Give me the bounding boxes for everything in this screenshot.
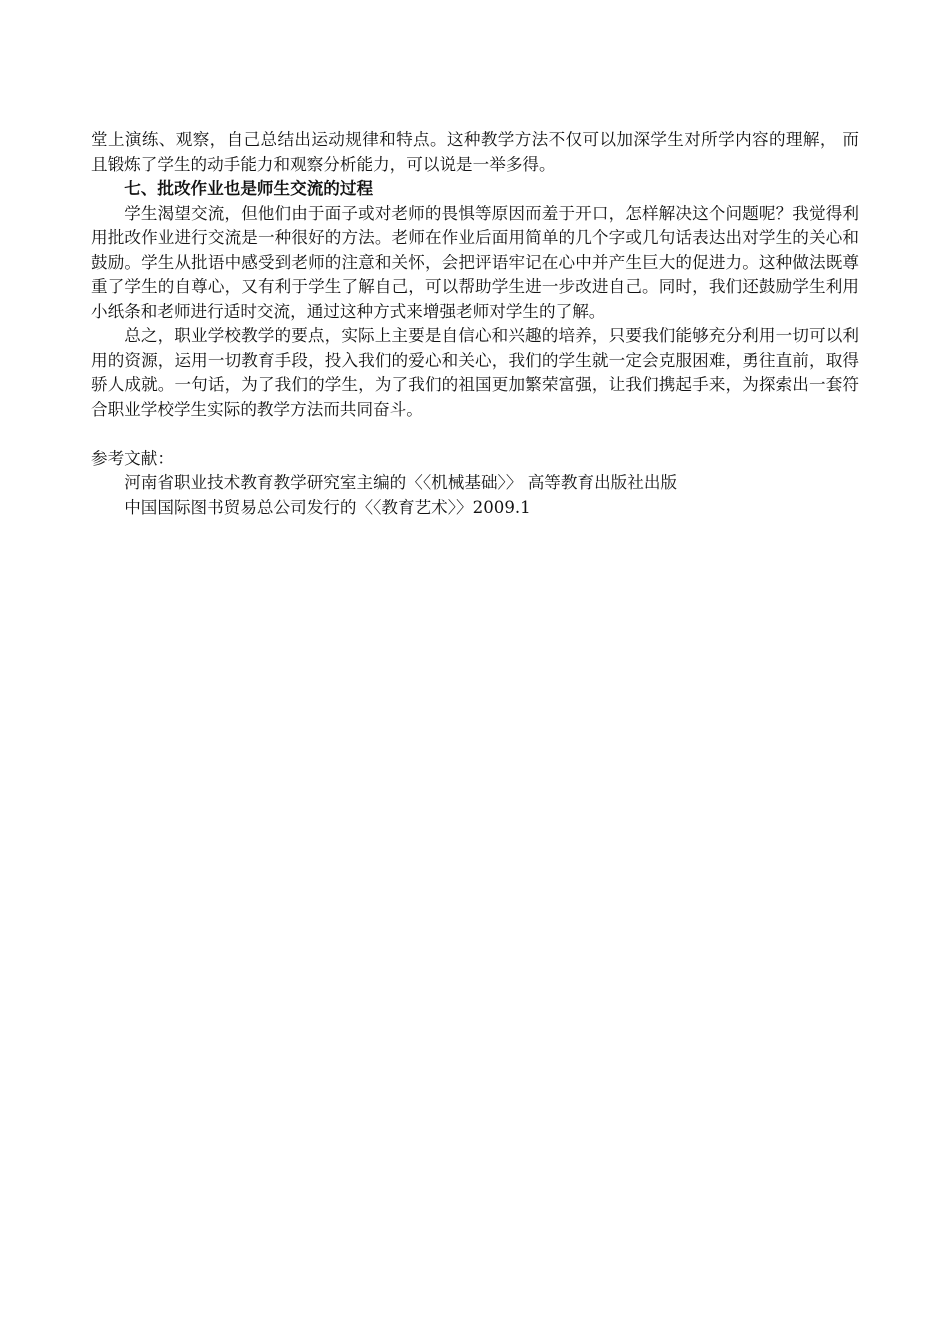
conclusion-paragraph: 总之，职业学校教学的要点，实际上主要是自信心和兴趣的培养，只要我们能够充分利用一切可以利用的资源，运用一切教育手段，投入我们的爱心和关心，我们的学生就一定会克服困难，勇往直前，取得骄人成就。一句话，为了我们的学生，为了我们的祖国更加繁荣富强，让我们携起手来，为探索出一套符合职业学校学生实际的教学方法而共同奋斗。 [91, 326, 859, 419]
spacer [91, 422, 859, 447]
references-title: 参考文献： [91, 448, 174, 468]
section-heading: 七、批改作业也是师生交流的过程 [124, 179, 374, 198]
continuation-paragraph: 堂上演练、观察，自己总结出运动规律和特点。这种教学方法不仅可以加深学生对所学内容的理解， 而且锻炼了学生的动手能力和观察分析能力，可以说是一举多得。 [91, 130, 859, 174]
document-page [91, 128, 859, 520]
reference-item: 中国国际图书贸易总公司发行的〈〈教育艺术〉〉2009.1 [124, 497, 531, 517]
reference-item: 河南省职业技术教育教学研究室主编的〈〈机械基础〉〉 高等教育出版社出版 [124, 473, 678, 492]
communication-paragraph: 学生渴望交流，但他们由于面子或对老师的畏惧等原因而羞于开口，怎样解决这个问题呢？我觉得利用批改作业进行交流是一种很好的方法。老师在作业后面用简单的几个字或几句话表达出对学生的关心和鼓励。学生从批语中感受到老师的注意和关怀，会把评语牢记在心中并产生巨大的促进力。这种做法既尊重了学生的自尊心，又有利于学生了解自己，可以帮助学生进一步改进自己。同时，我们还鼓励学生利用小纸条和老师进行适时交流，通过这种方式来增强老师对学生的了解。 [91, 203, 859, 321]
